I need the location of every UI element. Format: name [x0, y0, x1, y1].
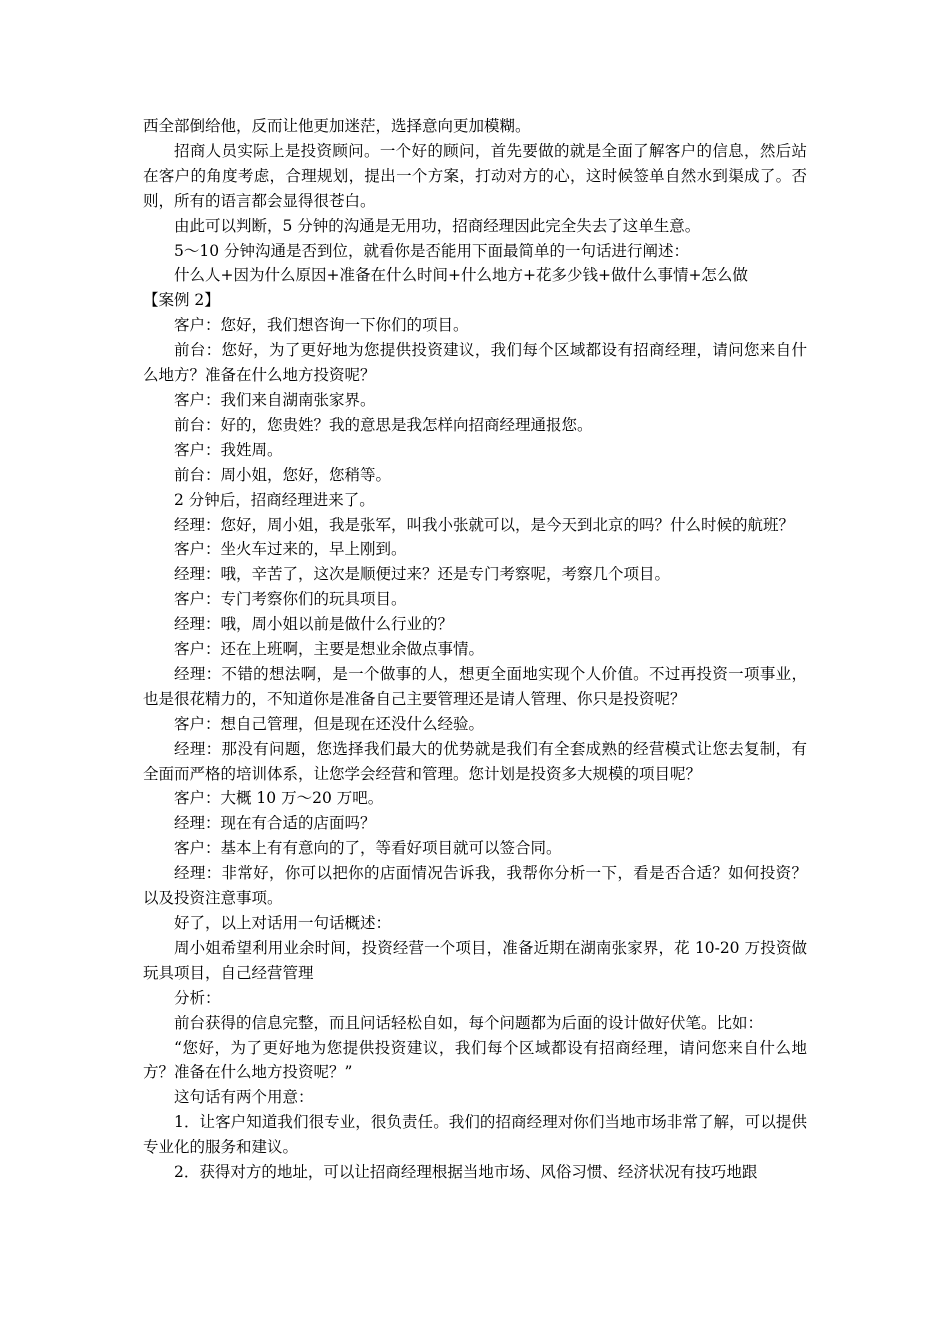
paragraph: 客户：大概 10 万～20 万吧。: [174, 789, 384, 808]
paragraph: 西全部倒给他，反而让他更加迷茫，选择意向更加模糊。: [143, 117, 531, 135]
paragraph: 前台：好的，您贵姓？我的意思是我怎样向招商经理通报您。: [174, 415, 593, 434]
paragraph: 招商人员实际上是投资顾问。一个好的顾问，首先要做的就是全面了解客户的信息，然后站在客户的角度考虑，合理规划，提出一个方案，打动对方的心，这时候签单自然水到渠成了。否则，所有的语言都会显得很苍白。: [143, 141, 807, 210]
paragraph: 客户：您好，我们想咨询一下你们的项目。: [174, 316, 469, 335]
paragraph: 客户：坐火车过来的，早上刚到。: [174, 540, 407, 559]
paragraph: 2 分钟后，招商经理进来了。: [174, 490, 375, 509]
paragraph: “您好，为了更好地为您提供投资建议，我们每个区域都设有招商经理，请问您来自什么地方？准备在什么地方投资呢？”: [143, 1038, 807, 1082]
paragraph: 经理：非常好，你可以把你的店面情况告诉我，我帮你分析一下，看是否合适？如何投资？以及投资注意事项。: [143, 864, 807, 908]
paragraph: 由此可以判断，5 分钟的沟通是无用功，招商经理因此完全失去了这单生意。: [174, 216, 701, 235]
paragraph: 经理：不错的想法啊，是一个做事的人，想更全面地实现个人价值。不过再投资一项事业，也是很花精力的，不知道你是准备自己主要管理还是请人管理、你只是投资呢？: [143, 664, 807, 708]
paragraph: 前台获得的信息完整，而且问话轻松自如，每个问题都为后面的设计做好伏笔。比如：: [174, 1013, 764, 1032]
paragraph: 经理：您好，周小姐，我是张军，叫我小张就可以，是今天到北京的吗？什么时候的航班？: [174, 515, 795, 534]
paragraph: 好了，以上对话用一句话概述：: [174, 914, 392, 932]
paragraph: 客户：我们来自湖南张家界。: [174, 390, 376, 409]
document-body: [143, 114, 807, 1185]
paragraph: 客户：想自己管理，但是现在还没什么经验。: [174, 714, 485, 733]
paragraph: 客户：基本上有有意向的了，等看好项目就可以签合同。: [174, 839, 562, 858]
paragraph: 1．让客户知道我们很专业，很负责任。我们的招商经理对你们当地市场非常了解，可以提供专业化的服务和建议。: [143, 1113, 807, 1157]
paragraph: 2．获得对方的地址，可以让招商经理根据当地市场、风俗习惯、经济状况有技巧地跟: [174, 1163, 758, 1182]
paragraph: 前台：您好，为了更好地为您提供投资建议，我们每个区域都设有招商经理，请问您来自什么地方？准备在什么地方投资呢？: [143, 341, 807, 385]
paragraph: 5～10 分钟沟通是否到位，就看你是否能用下面最简单的一句话进行阐述：: [174, 241, 690, 260]
paragraph: 分析：: [174, 988, 221, 1007]
paragraph: 经理：哦，辛苦了，这次是顺便过来？还是专门考察呢，考察几个项目。: [174, 565, 671, 584]
paragraph: 周小姐希望利用业余时间，投资经营一个项目，准备近期在湖南张家界，花 10-20 万投资做玩具项目，自己经营管理: [143, 938, 807, 982]
paragraph: 【案例 2】: [143, 291, 220, 310]
paragraph: 经理：现在有合适的店面吗？: [174, 814, 376, 833]
paragraph: 这句话有两个用意：: [174, 1088, 314, 1107]
paragraph: 前台：周小姐，您好，您稍等。: [174, 465, 392, 484]
paragraph: 什么人+因为什么原因+准备在什么时间+什么地方+花多少钱+做什么事情+怎么做: [174, 266, 748, 285]
paragraph: 客户：我姓周。: [174, 440, 283, 459]
paragraph: 客户：还在上班啊，主要是想业余做点事情。: [174, 640, 485, 659]
paragraph: 客户：专门考察你们的玩具项目。: [174, 590, 407, 609]
paragraph: 经理：哦，周小姐以前是做什么行业的？: [174, 615, 454, 634]
paragraph: 经理：那没有问题，您选择我们最大的优势就是我们有全套成熟的经营模式让您去复制，有全面而严格的培训体系，让您学会经营和管理。您计划是投资多大规模的项目呢？: [143, 739, 807, 783]
